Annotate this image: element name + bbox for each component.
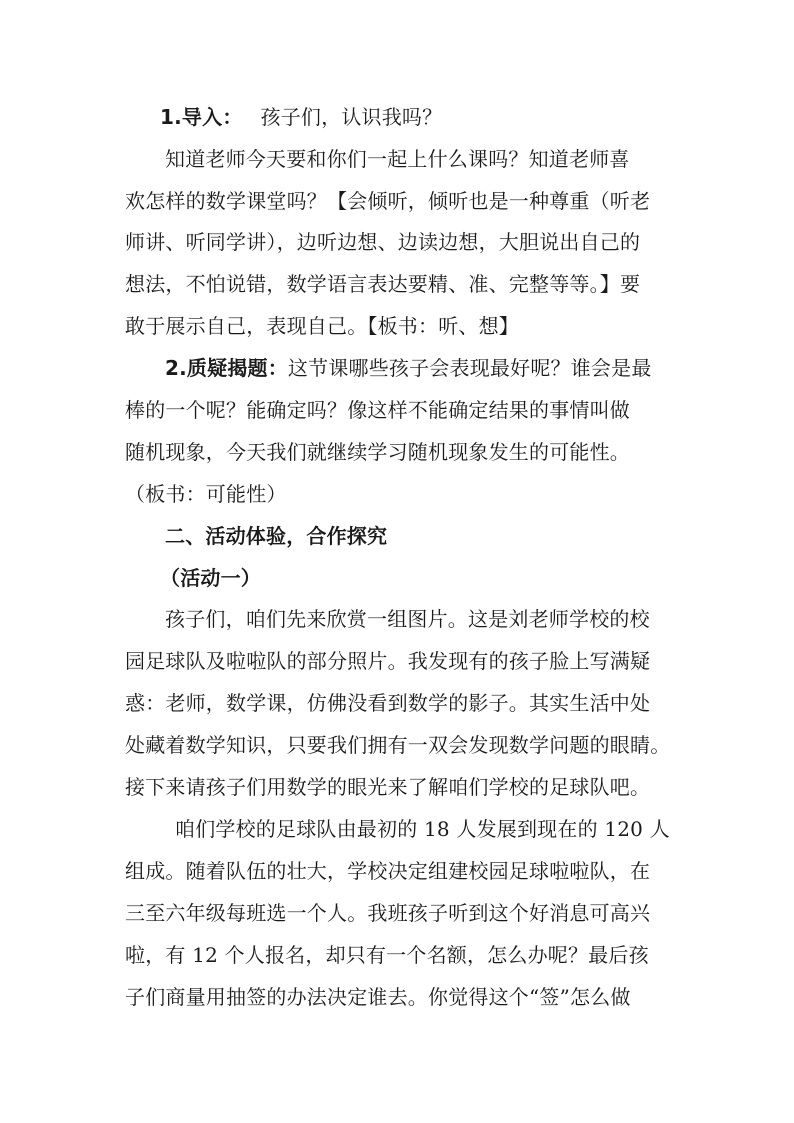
activity-para-line-2: 园足球队及啦啦队的部分照片。我发现有的孩子脸上写满疑 <box>125 649 651 673</box>
activity-para-line-4: 处藏着数学知识，只要我们拥有一双会发现数学问题的眼睛。 <box>125 733 671 757</box>
activity-para-line-5: 接下来请孩子们用数学的眼光来了解咱们学校的足球队吧。 <box>125 775 651 799</box>
question-para-line-4: （板书：可能性） <box>125 482 287 506</box>
team-para-line-3: 三至六年级每班选一个人。我班孩子听到这个好消息可高兴 <box>125 901 651 925</box>
team-para-line-5: 子们商量用抽签的办法决定谁去。你觉得这个“签”怎么做 <box>125 985 631 1009</box>
team-para-line-1: 咱们学校的足球队由最初的 18 人发展到现在的 120 人 <box>175 817 670 841</box>
intro-para-line-1: 知道老师今天要和你们一起上什么课吗？知道老师喜 <box>165 147 630 171</box>
intro-para-line-5: 敢于展示自己，表现自己。【板书：听、想】 <box>125 314 519 338</box>
question-label: 2.质疑揭题： <box>165 356 288 380</box>
intro-para-line-3: 师讲、听同学讲），边听边想、边读边想，大胆说出自己的 <box>125 230 641 254</box>
activity-para-line-3: 惑：老师，数学课，仿佛没看到数学的影子。其实生活中处 <box>125 691 651 715</box>
intro-heading-label: 1.导入： <box>160 105 243 129</box>
intro-para-line-2: 欢怎样的数学课堂吗？【会倾听，倾听也是一种尊重（听老 <box>125 189 651 213</box>
question-para-line-3: 随机现象，今天我们就继续学习随机现象发生的可能性。 <box>125 440 630 464</box>
activity-one-label: （活动一） <box>160 566 261 590</box>
intro-heading <box>160 103 720 131</box>
question-para-line-2: 棒的一个呢？能确定吗？像这样不能确定结果的事情叫做 <box>125 398 630 422</box>
question-para-line-1 <box>165 354 725 382</box>
team-para-line-4: 啦，有 12 个人报名，却只有一个名额，怎么办呢？最后孩 <box>125 943 649 967</box>
question-first-line-text: 这节课哪些孩子会表现最好呢？谁会是最 <box>287 356 652 380</box>
activity-para-line-1: 孩子们，咱们先来欣赏一组图片。这是刘老师学校的校 <box>165 607 650 631</box>
intro-para-line-4: 想法，不怕说错，数学语言表达要精、准、完整等等。】要 <box>125 272 641 296</box>
section-two-heading: 二、活动体验，合作探究 <box>165 524 388 548</box>
team-para-line-2: 组成。随着队伍的壮大，学校决定组建校园足球啦啦队，在 <box>125 859 651 883</box>
intro-heading-text: 孩子们，认识我吗？ <box>260 105 443 129</box>
